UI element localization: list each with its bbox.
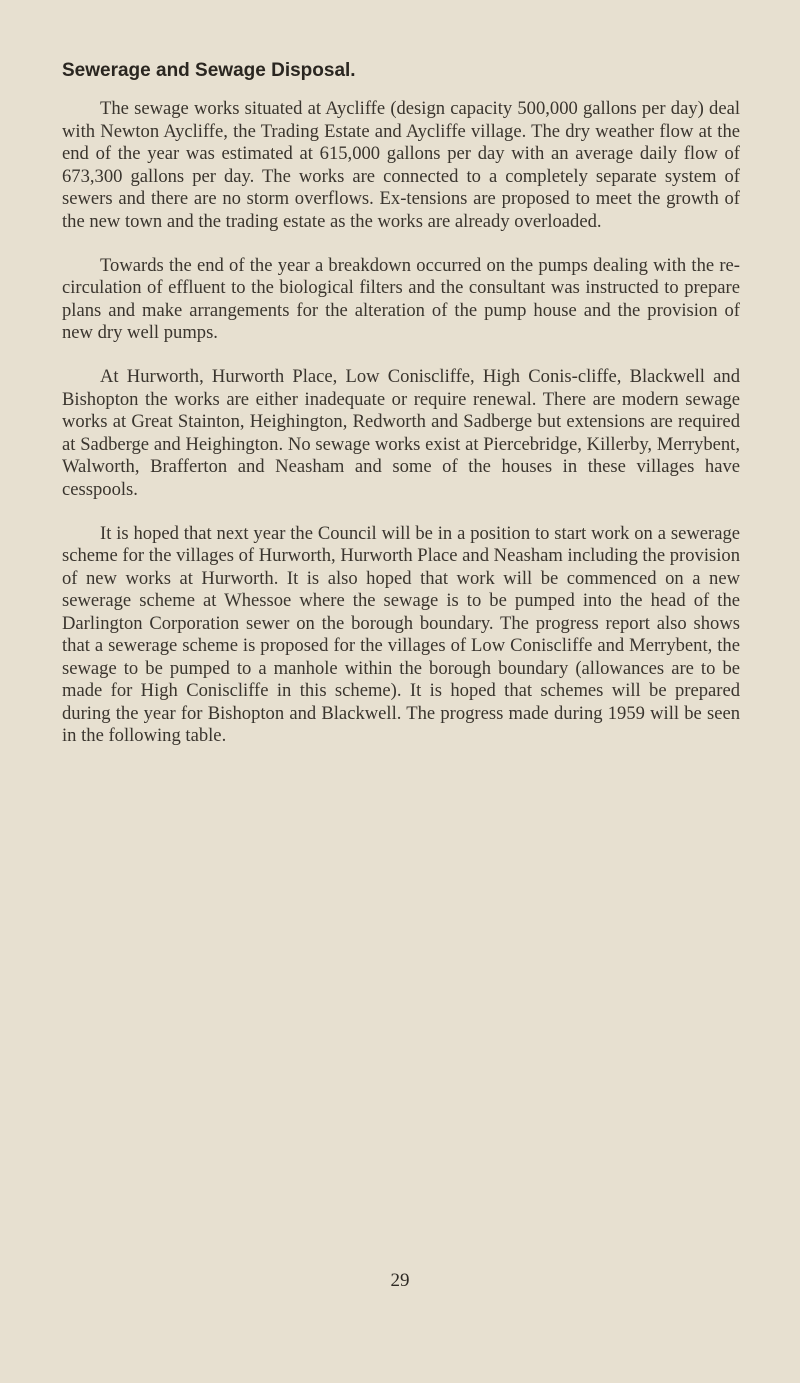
section-heading: Sewerage and Sewage Disposal. [62,60,356,81]
body-text [62,98,740,769]
paragraph-pump-breakdown: Towards the end of the year a breakdown occurred on the pumps dealing with the re-circulation of effluent to the biological filters and the consultant was instructed to prepare plans and make arrangements for the alteration of the pump house and the provision of new dry well pumps. [62,254,740,343]
paragraph-future-schemes: It is hoped that next year the Council will be in a position to start work on a sewerage scheme for the villages of Hurworth, Hurworth Place and Neasham including the provision of new works at Hurworth. It is also hoped that work will be commenced on a new sewerage scheme at Whessoe where the sewage is to be pumped into the head of the Darlington Corporation sewer on the borough boundary. The progress report also shows that a sewerage scheme is proposed for the villages of Low Coniscliffe and Merrybent, the sewage to be pumped to a manhole within the borough boundary (allowances are to be made for High Coniscliffe in this scheme). It is hoped that schemes will be prepared during the year for Bishopton and Blackwell. The progress made during 1959 will be seen in the following table. [62,522,740,746]
paragraph-aycliffe-works: The sewage works situated at Aycliffe (design capacity 500,000 gallons per day) deal with Newton Aycliffe, the Trading Estate and Aycliffe village. The dry weather flow at the end of the year was estimated at 615,000 gallons per day with an average daily flow of 673,300 gallons per day. The works are connected to a completely separate system of sewers and there are no storm overflows. Ex-tensions are proposed to meet the growth of the new town and the trading estate as the works are already overloaded. [62,98,740,232]
paragraph-village-works: At Hurworth, Hurworth Place, Low Coniscliffe, High Conis-cliffe, Blackwell and Bishopton the works are either inadequate or require renewal. There are modern sewage works at Great Stainton, Heighington, Redworth and Sadberge but extensions are required at Sadberge and Heighington. No sewage works exist at Piercebridge, Killerby, Merrybent, Walworth, Brafferton and Neasham and some of the houses in these villages have cesspools. [62,366,740,500]
page-number: 29 [390,1270,410,1291]
